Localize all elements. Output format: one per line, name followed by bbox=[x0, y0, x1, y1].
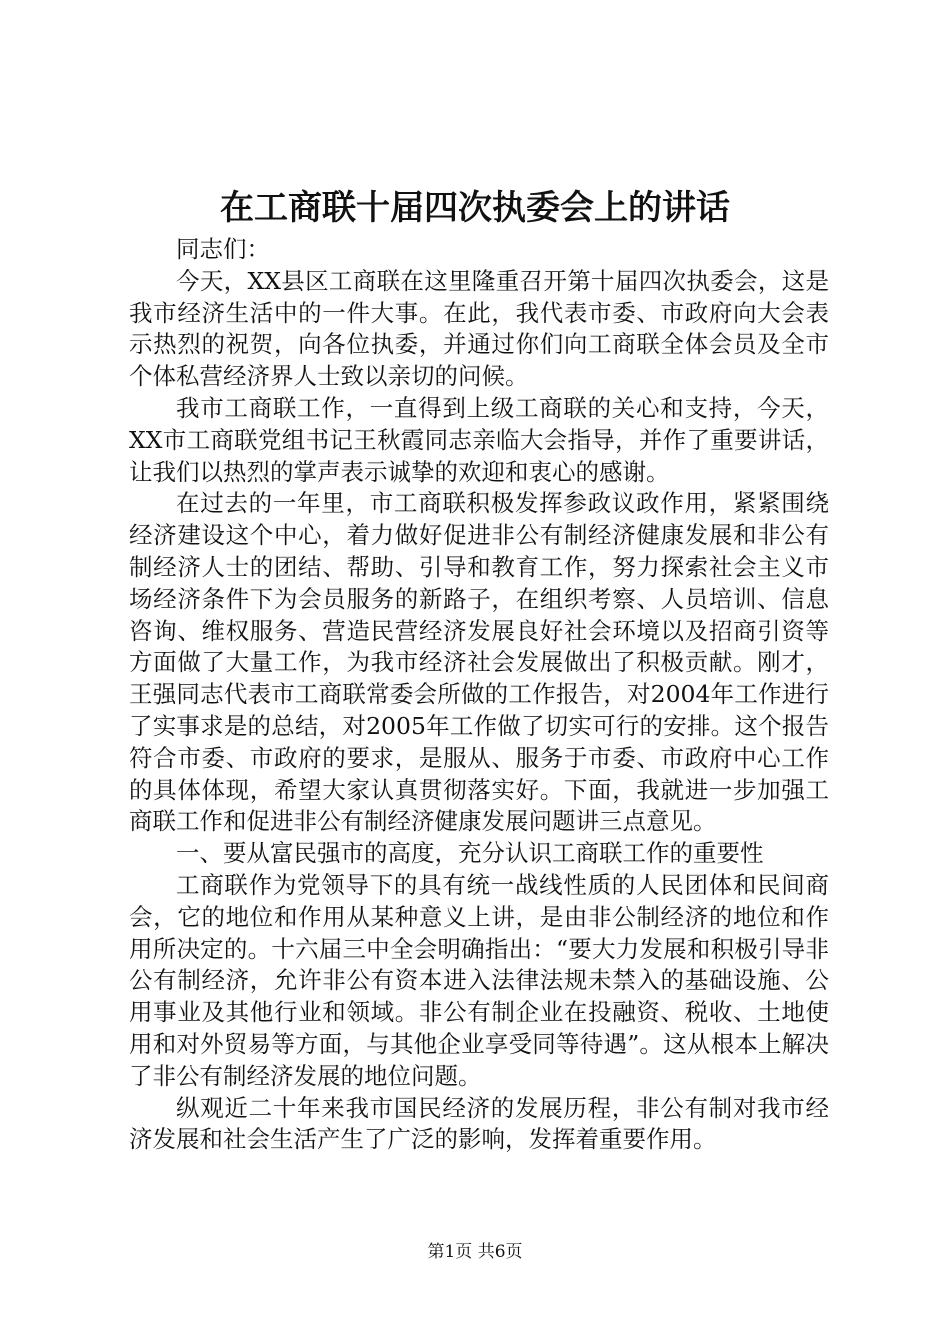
body-paragraph: 我市工商联工作，一直得到上级工商联的关心和支持，今天，XX市工商联党组书记王秋霞同志亲临大会指导，并作了重要讲话，让我们以热烈的掌声表示诚挚的欢迎和衷心的感谢。 bbox=[129, 393, 829, 486]
document-title: 在工商联十届四次执委会上的讲话 bbox=[220, 188, 730, 228]
body-paragraph: 在过去的一年里，市工商联积极发挥参政议政作用，紧紧围绕经济建设这个中心，着力做好促进非公有制经济健康发展和非公有制经济人士的团结、帮助、引导和教育工作，努力探索社会主义市场经济条件下为会员服务的新路子，在组织考察、人员培训、信息咨询、维权服务、营造民营经济发展良好社会环境以及招商引资等方面做了大量工作，为我市经济社会发展做出了积极贡献。刚才，王强同志代表市工商联常委会所做的工作报告，对2004年工作进行了实事求是的总结，对2005年工作做了切实可行的安排。这个报告符合市委、市政府的要求，是服从、服务于市委、市政府中心工作的具体体现，希望大家认真贯彻落实好。下面，我就进一步加强工商联工作和促进非公有制经济健康发展问题讲三点意见。 bbox=[129, 489, 829, 836]
section-heading: 一、要从富民强市的高度，充分认识工商联工作的重要性 bbox=[176, 839, 764, 868]
body-paragraph: 纵观近二十年来我市国民经济的发展历程，非公有制对我市经济发展和社会生活产生了广泛的影响，发挥着重要作用。 bbox=[129, 1093, 829, 1154]
body-paragraph: 工商联作为党领导下的具有统一战线性质的人民团体和民间商会，它的地位和作用从某种意义上讲，是由非公制经济的地位和作用所决定的。十六届三中全会明确指出：“要大力发展和积极引导非公有制经济，允许非公有资本进入法律法规未禁入的基础设施、公用事业及其他行业和领域。非公有制企业在投融资、税收、土地使用和对外贸易等方面，与其他企业享受同等待遇”。这从根本上解决了非公有制经济发展的地位问题。 bbox=[129, 870, 829, 1090]
salutation: 同志们： bbox=[176, 235, 270, 263]
document-body bbox=[129, 234, 829, 1156]
page-number-footer: 第1页 共6页 bbox=[427, 1242, 523, 1262]
body-paragraph: 今天，XX县区工商联在这里隆重召开第十届四次执委会，这是我市经济生活中的一件大事。在此，我代表市委、市政府向大会表示热烈的祝贺，向各位执委，并通过你们向工商联全体会员及全市个体私营经济界人士致以亲切的问候。 bbox=[129, 266, 829, 391]
